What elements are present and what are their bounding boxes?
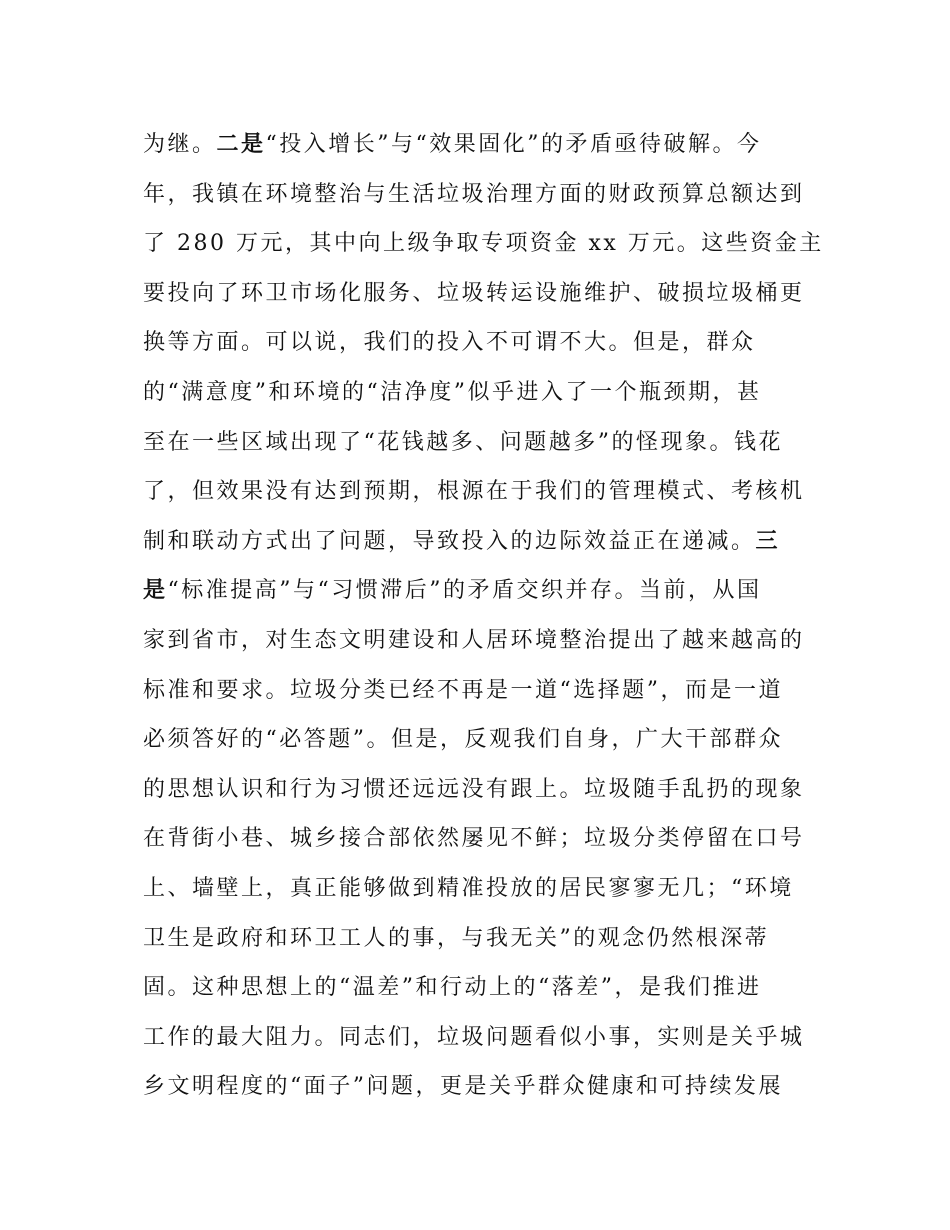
text-segment: 标准和要求。垃圾分类已经不再是一道“选择题”，而是一道 — [143, 677, 783, 703]
text-line — [143, 318, 823, 368]
text-line — [143, 1013, 823, 1063]
text-line — [143, 616, 823, 666]
text-segment: 工作的最大阻力。同志们，垃圾问题看似小事，实则是关乎城 — [143, 1024, 805, 1050]
text-segment: 至在一些区域出现了“花钱越多、问题越多”的怪现象。钱花 — [143, 429, 783, 455]
text-line — [143, 1062, 823, 1112]
text-segment: “投入增长”与“效果固化”的矛盾亟待破解。今 — [265, 132, 762, 157]
text-line — [143, 170, 823, 220]
text-line — [143, 715, 823, 765]
text-segment: 了 280 万元，其中向上级争取专项资金 xx 万元。这些资金主 — [143, 231, 824, 257]
text-segment: 换等方面。可以说，我们的投入不可谓不大。但是，群众 — [143, 330, 756, 356]
text-segment: 制和联动方式出了问题，导致投入的边际效益正在递减。 — [143, 528, 756, 554]
text-segment: 在背街小巷、城乡接合部依然屡见不鲜；垃圾分类停留在口号 — [143, 826, 805, 852]
text-segment: 要投向了环卫市场化服务、垃圾转运设施维护、破损垃圾桶更 — [143, 280, 805, 306]
text-segment: 必须答好的“必答题”。但是，反观我们自身，广大干部群众 — [143, 727, 783, 753]
bold-text-segment: 二是 — [216, 131, 266, 157]
text-line — [143, 368, 823, 418]
text-segment: “标准提高”与“习惯滞后”的矛盾交织并存。当前，从国 — [167, 578, 762, 604]
text-line — [143, 120, 823, 170]
text-line — [143, 765, 823, 815]
text-segment: 家到省市，对生态文明建设和人居环境整治提出了越来越高的 — [143, 627, 805, 653]
text-line — [143, 418, 823, 468]
bold-text-segment: 三 — [755, 527, 781, 554]
text-segment: 卫生是政府和环卫工人的事，与我无关”的观念仍然根深蒂 — [143, 925, 770, 951]
body-text — [143, 120, 823, 1112]
text-line — [143, 666, 823, 716]
bold-text-segment: 是 — [143, 577, 168, 604]
text-segment: 的“满意度”和环境的“洁净度”似乎进入了一个瓶颈期，甚 — [143, 379, 762, 405]
text-segment: 的思想认识和行为习惯还远远没有跟上。垃圾随手乱扔的现象 — [143, 776, 805, 802]
text-line — [143, 269, 823, 319]
text-line — [143, 864, 823, 914]
text-line — [143, 914, 823, 964]
text-line — [143, 467, 823, 517]
text-segment: 乡文明程度的“面子”问题，更是关乎群众健康和可持续发展 — [143, 1074, 783, 1100]
text-line — [143, 566, 823, 616]
text-segment: 年，我镇在环境整治与生活垃圾治理方面的财政预算总额达到 — [143, 181, 805, 207]
text-line — [143, 219, 823, 269]
text-line — [143, 814, 823, 864]
text-line — [143, 963, 823, 1013]
text-segment: 为继。 — [143, 132, 217, 157]
text-segment: 上、墙壁上，真正能够做到精准投放的居民寥寥无几；“环境 — [143, 875, 794, 901]
text-line — [143, 517, 823, 567]
text-segment: 了，但效果没有达到预期，根源在于我们的管理模式、考核机 — [143, 479, 805, 505]
text-segment: 固。这种思想上的“温差”和行动上的“落差”，是我们推进 — [143, 975, 762, 1001]
